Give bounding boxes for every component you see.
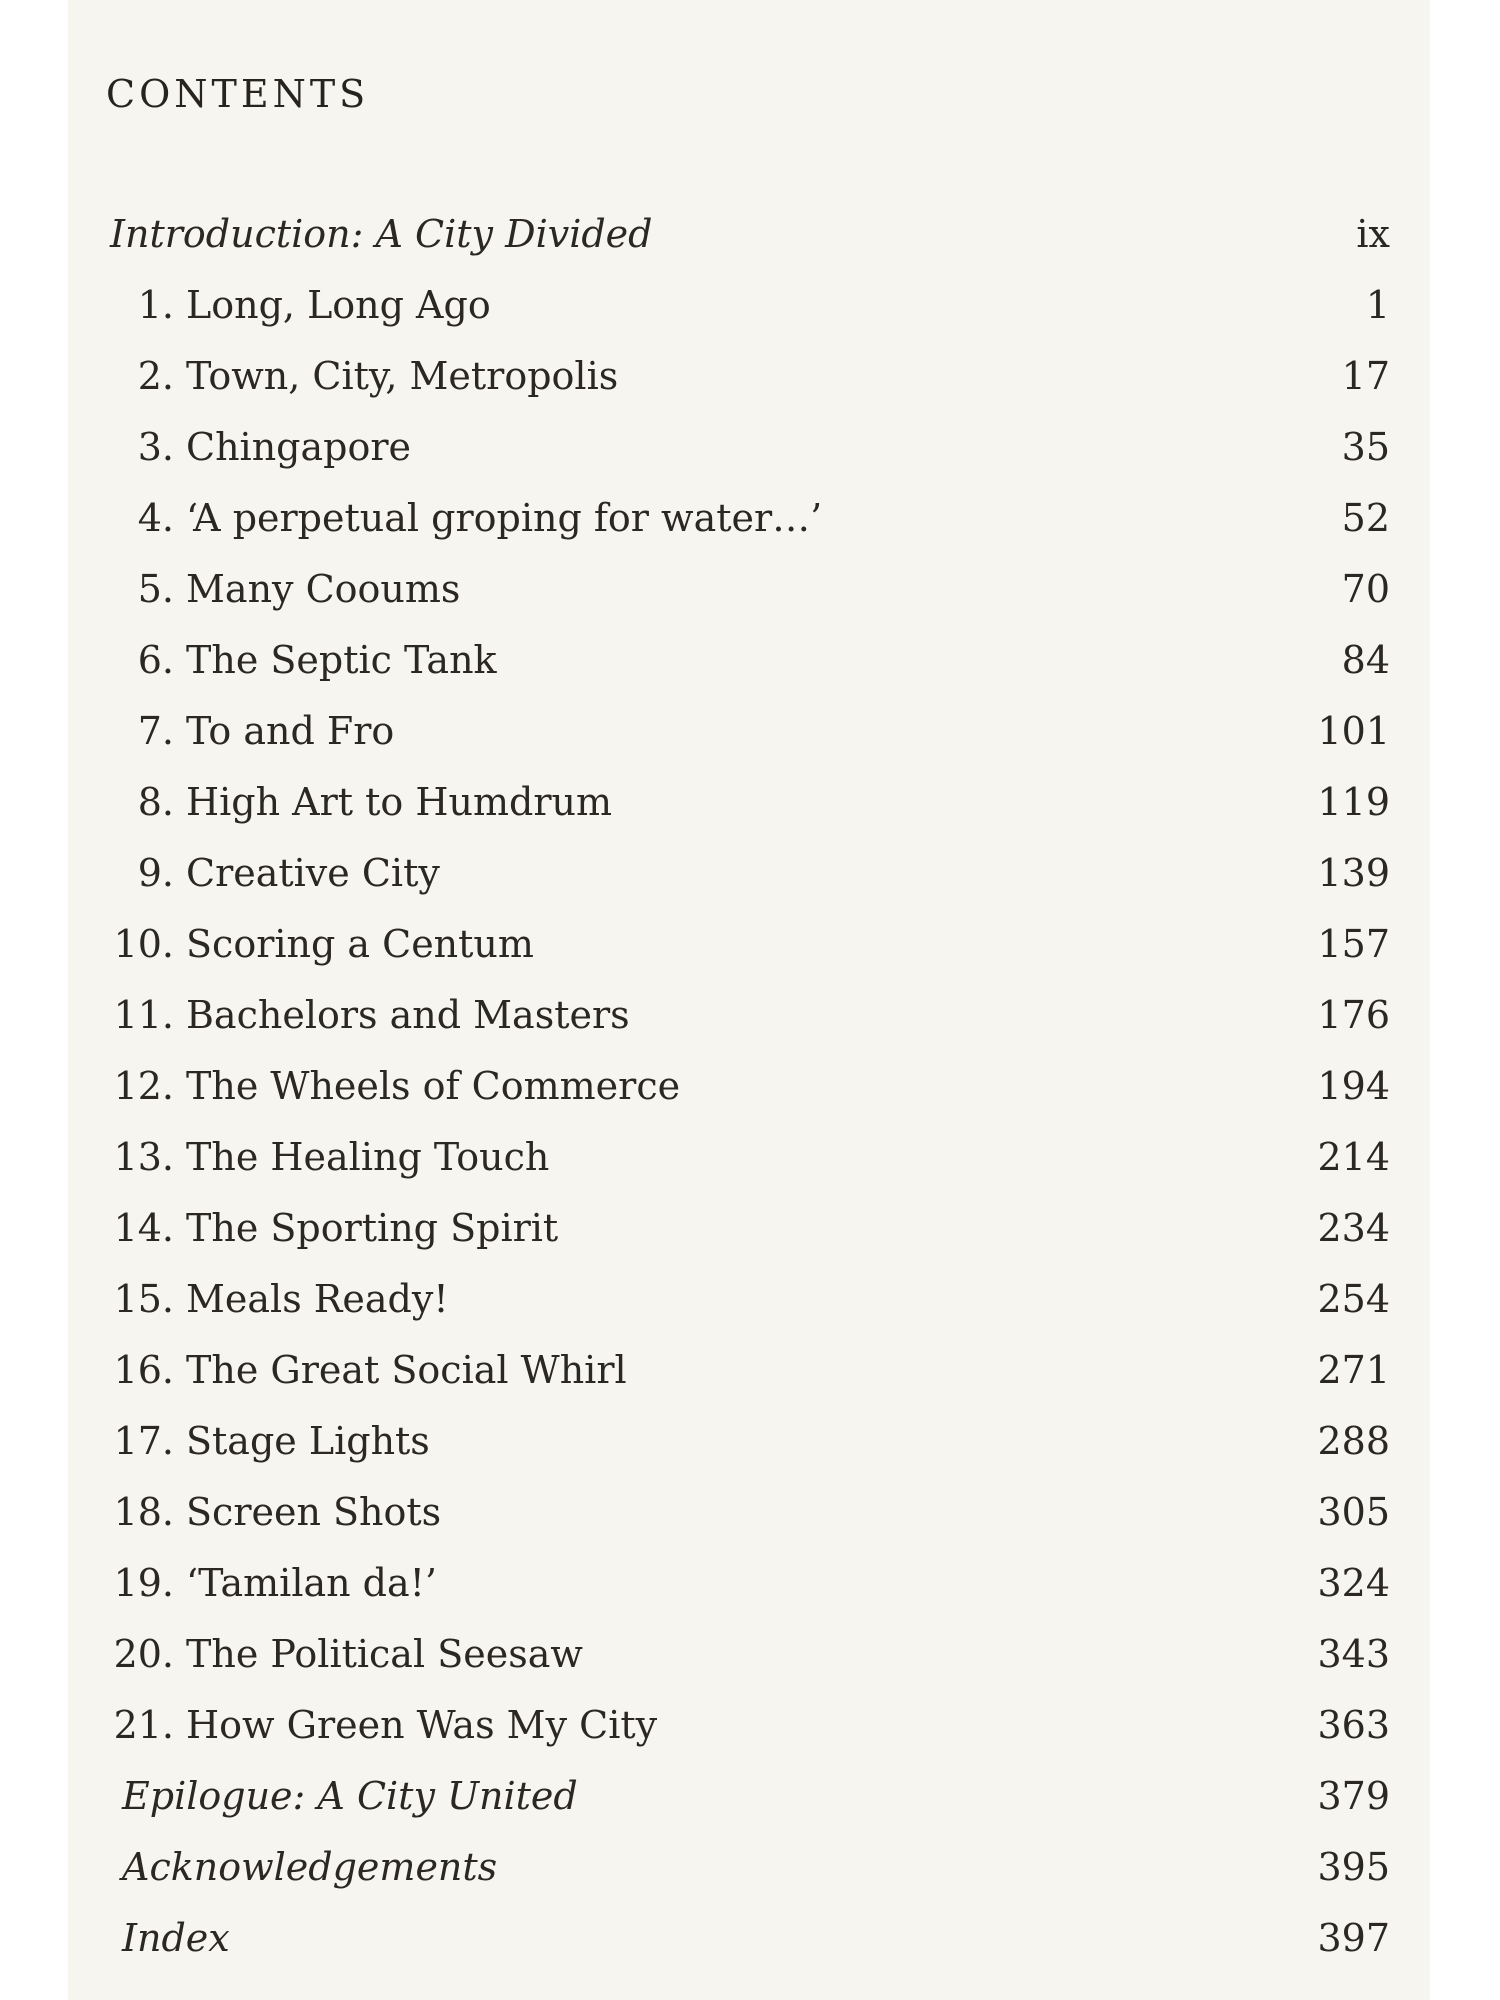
entry-number: 5. — [137, 567, 174, 611]
entry-number: 8. — [137, 780, 174, 824]
entry-number: 1. — [137, 283, 174, 327]
entry-number: 2. — [137, 354, 174, 398]
toc-entry — [110, 425, 1390, 475]
entry-title: Acknowledgements — [122, 1845, 498, 1889]
entry-page-number: ix — [1356, 212, 1390, 256]
toc-entry — [110, 567, 1390, 617]
entry-title: High Art to Humdrum — [186, 780, 612, 824]
entry-number: 19. — [113, 1561, 174, 1605]
entry-page-number: 363 — [1317, 1703, 1390, 1747]
entry-page-number: 343 — [1317, 1632, 1390, 1676]
entry-title: Stage Lights — [186, 1419, 430, 1463]
entry-page-number: 101 — [1317, 709, 1390, 753]
entry-title: The Political Seesaw — [186, 1632, 583, 1676]
entry-number: 9. — [137, 851, 174, 895]
entry-number: 7. — [137, 709, 174, 753]
toc-entry — [110, 1774, 1390, 1824]
entry-title: Chingapore — [186, 425, 412, 469]
entry-number: 13. — [113, 1135, 174, 1179]
entry-title: Many Cooums — [186, 567, 461, 611]
toc-entry — [110, 1916, 1390, 1966]
toc-entry — [110, 922, 1390, 972]
toc-entry — [110, 1845, 1390, 1895]
entry-number: 10. — [113, 922, 174, 966]
entry-number: 11. — [113, 993, 174, 1037]
entry-title: ‘A perpetual groping for water…’ — [186, 496, 823, 540]
toc-entry — [110, 709, 1390, 759]
entry-page-number: 397 — [1317, 1916, 1390, 1960]
entry-number: 18. — [113, 1490, 174, 1534]
toc-entry — [110, 1703, 1390, 1753]
entry-title: Index — [122, 1916, 230, 1960]
toc-entry — [110, 851, 1390, 901]
entry-title: The Wheels of Commerce — [186, 1064, 681, 1108]
entry-title: Meals Ready! — [186, 1277, 449, 1321]
entry-number: 6. — [137, 638, 174, 682]
entry-title: Epilogue: A City United — [122, 1774, 578, 1818]
toc-entry — [110, 1277, 1390, 1327]
entry-page-number: 35 — [1341, 425, 1390, 469]
toc-entry — [110, 993, 1390, 1043]
entry-number: 17. — [113, 1419, 174, 1463]
entry-page-number: 288 — [1317, 1419, 1390, 1463]
toc-entry — [110, 283, 1390, 333]
toc-entry — [110, 212, 1390, 262]
entry-title: ‘Tamilan da!’ — [186, 1561, 438, 1605]
entry-page-number: 70 — [1341, 567, 1390, 611]
entry-page-number: 84 — [1341, 638, 1390, 682]
entry-page-number: 214 — [1317, 1135, 1390, 1179]
entry-number: 21. — [113, 1703, 174, 1747]
entry-number: 12. — [113, 1064, 174, 1108]
entry-page-number: 305 — [1317, 1490, 1390, 1534]
toc-entry — [110, 1206, 1390, 1256]
entry-page-number: 254 — [1317, 1277, 1390, 1321]
entry-title: Creative City — [186, 851, 440, 895]
entry-page-number: 176 — [1317, 993, 1390, 1037]
entry-number: 16. — [113, 1348, 174, 1392]
entry-title: The Septic Tank — [186, 638, 497, 682]
entry-page-number: 395 — [1317, 1845, 1390, 1889]
entry-title: Introduction: A City Divided — [110, 212, 653, 256]
entry-number: 14. — [113, 1206, 174, 1250]
entry-page-number: 271 — [1317, 1348, 1390, 1392]
entry-number: 4. — [137, 496, 174, 540]
entry-title: Bachelors and Masters — [186, 993, 630, 1037]
toc-entry — [110, 1135, 1390, 1185]
entry-title: The Healing Touch — [186, 1135, 550, 1179]
entry-page-number: 234 — [1317, 1206, 1390, 1250]
entry-title: Screen Shots — [186, 1490, 442, 1534]
entry-title: Town, City, Metropolis — [186, 354, 619, 398]
entry-title: Scoring a Centum — [186, 922, 534, 966]
entry-title: The Great Social Whirl — [186, 1348, 627, 1392]
toc-entry — [110, 354, 1390, 404]
toc-entry — [110, 1632, 1390, 1682]
entry-title: The Sporting Spirit — [186, 1206, 559, 1250]
entry-page-number: 17 — [1341, 354, 1390, 398]
entry-page-number: 379 — [1317, 1774, 1390, 1818]
toc-entry — [110, 1490, 1390, 1540]
toc-entry — [110, 780, 1390, 830]
entry-page-number: 194 — [1317, 1064, 1390, 1108]
entry-page-number: 324 — [1317, 1561, 1390, 1605]
toc-entry — [110, 1419, 1390, 1469]
entry-title: How Green Was My City — [186, 1703, 658, 1747]
toc-entry — [110, 638, 1390, 688]
entry-title: Long, Long Ago — [186, 283, 491, 327]
entry-page-number: 1 — [1365, 283, 1390, 327]
entry-number: 15. — [113, 1277, 174, 1321]
entry-page-number: 119 — [1317, 780, 1390, 824]
toc-entry — [110, 1348, 1390, 1398]
entry-number: 20. — [113, 1632, 174, 1676]
contents-heading: CONTENTS — [106, 72, 370, 116]
entry-title: To and Fro — [186, 709, 395, 753]
entry-page-number: 139 — [1317, 851, 1390, 895]
toc-entry — [110, 496, 1390, 546]
toc-entry — [110, 1064, 1390, 1114]
entry-page-number: 52 — [1341, 496, 1390, 540]
entry-number: 3. — [137, 425, 174, 469]
toc-entry — [110, 1561, 1390, 1611]
entry-page-number: 157 — [1317, 922, 1390, 966]
